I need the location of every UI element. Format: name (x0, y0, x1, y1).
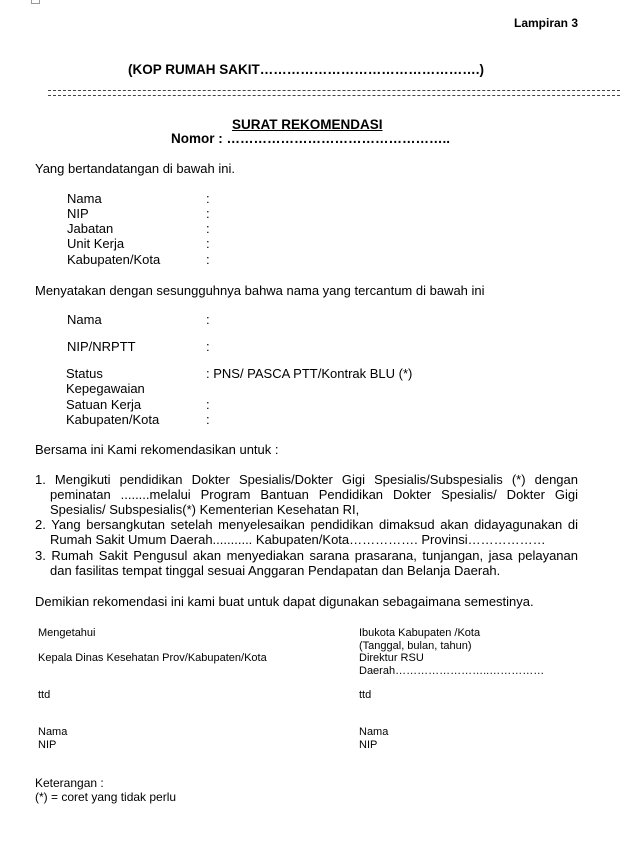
sig-left-ttd: ttd (38, 689, 51, 701)
letterhead-separator-bottom (48, 95, 620, 96)
candidate-label-nama: Nama (67, 312, 102, 327)
list-item-2-line-1: 2. Yang bersangkutan setelah menyelesaikan pendidikan dimaksud akan didayagunakan di (35, 517, 578, 532)
document-title: SURAT REKOMENDASI (232, 117, 383, 132)
letterhead-separator-top (48, 90, 620, 91)
candidate-colon-kabupaten: : (206, 412, 210, 427)
signer-colon-unit-kerja: : (206, 236, 210, 251)
sig-right-line-4: Daerah……………………..…………… (359, 665, 545, 677)
signer-label-nama: Nama (67, 191, 102, 206)
list-item-3-line-1: 3. Rumah Sakit Pengusul akan menyediakan sarana prasarana, tunjangan, jasa pelayanan (35, 548, 578, 563)
signer-label-nip: NIP (67, 206, 89, 221)
signer-colon-jabatan: : (206, 221, 210, 236)
candidate-value-status: : PNS/ PASCA PTT/Kontrak BLU (*) (206, 366, 413, 381)
list-item-1-line-2: peminatan ........melalui Program Bantuan Pendidikan Dokter Spesialis/ Dokter Gigi (50, 487, 578, 502)
signer-colon-nama: : (206, 191, 210, 206)
notes-text: (*) = coret yang tidak perlu (35, 790, 177, 804)
list-item-2-line-2: Rumah Sakit Umum Daerah........... Kabupaten/Kota……………. Provinsi……………… (50, 532, 546, 547)
letterhead-placeholder: (KOP RUMAH SAKIT………………………………………….) (128, 62, 484, 77)
page-corner-mark (31, 0, 40, 4)
signer-label-kabupaten: Kabupaten/Kota (67, 252, 161, 267)
sig-right-nama: Nama (359, 726, 389, 738)
sig-right-ttd: ttd (359, 689, 372, 701)
candidate-label-kepegawaian: Kepegawaian (66, 381, 145, 396)
document-number: Nomor : ………………………………………….. (171, 131, 450, 146)
sig-left-line-2: Kepala Dinas Kesehatan Prov/Kabupaten/Kota (38, 652, 267, 664)
sig-left-line-1: Mengetahui (38, 627, 96, 639)
sig-right-nip: NIP (359, 739, 378, 751)
notes-title: Keterangan : (35, 776, 104, 790)
candidate-label-kabupaten: Kabupaten/Kota (66, 412, 160, 427)
signer-label-unit-kerja: Unit Kerja (67, 236, 125, 251)
statement-text: Menyatakan dengan sesungguhnya bahwa nama yang tercantum di bawah ini (35, 283, 485, 298)
closing-text: Demikian rekomendasi ini kami buat untuk dapat digunakan sebagaimana semestinya. (35, 594, 534, 609)
list-item-1-line-1: 1. Mengikuti pendidikan Dokter Spesialis/Dokter Gigi Spesialis/Subspesialis (*) dengan (35, 472, 578, 487)
attachment-label: Lampiran 3 (514, 16, 579, 30)
sig-left-nama: Nama (38, 726, 68, 738)
sig-right-line-2: (Tanggal, bulan, tahun) (359, 640, 472, 652)
sig-left-nip: NIP (38, 739, 57, 751)
signer-label-jabatan: Jabatan (67, 221, 114, 236)
candidate-colon-nama: : (206, 312, 210, 327)
signer-colon-nip: : (206, 206, 210, 221)
intro-text: Yang bertandatangan di bawah ini. (35, 161, 235, 176)
sig-right-line-3: Direktur RSU (359, 652, 424, 664)
candidate-colon-satuan-kerja: : (206, 397, 210, 412)
candidate-label-satuan-kerja: Satuan Kerja (66, 397, 142, 412)
list-item-1-line-3: Spesialis/ Subspesialis(*) Kementerian Kesehatan RI, (50, 502, 360, 517)
candidate-colon-nip: : (206, 339, 210, 354)
signer-colon-kabupaten: : (206, 252, 210, 267)
sig-right-line-1: Ibukota Kabupaten /Kota (359, 627, 481, 639)
candidate-label-status: Status (66, 366, 103, 381)
list-item-3-line-2: dan fasilitas tempat tinggal sesuai Anggaran Pendapatan dan Belanja Daerah. (50, 563, 501, 578)
candidate-label-nip: NIP/NRPTT (67, 339, 136, 354)
recommend-intro: Bersama ini Kami rekomendasikan untuk : (35, 442, 279, 457)
